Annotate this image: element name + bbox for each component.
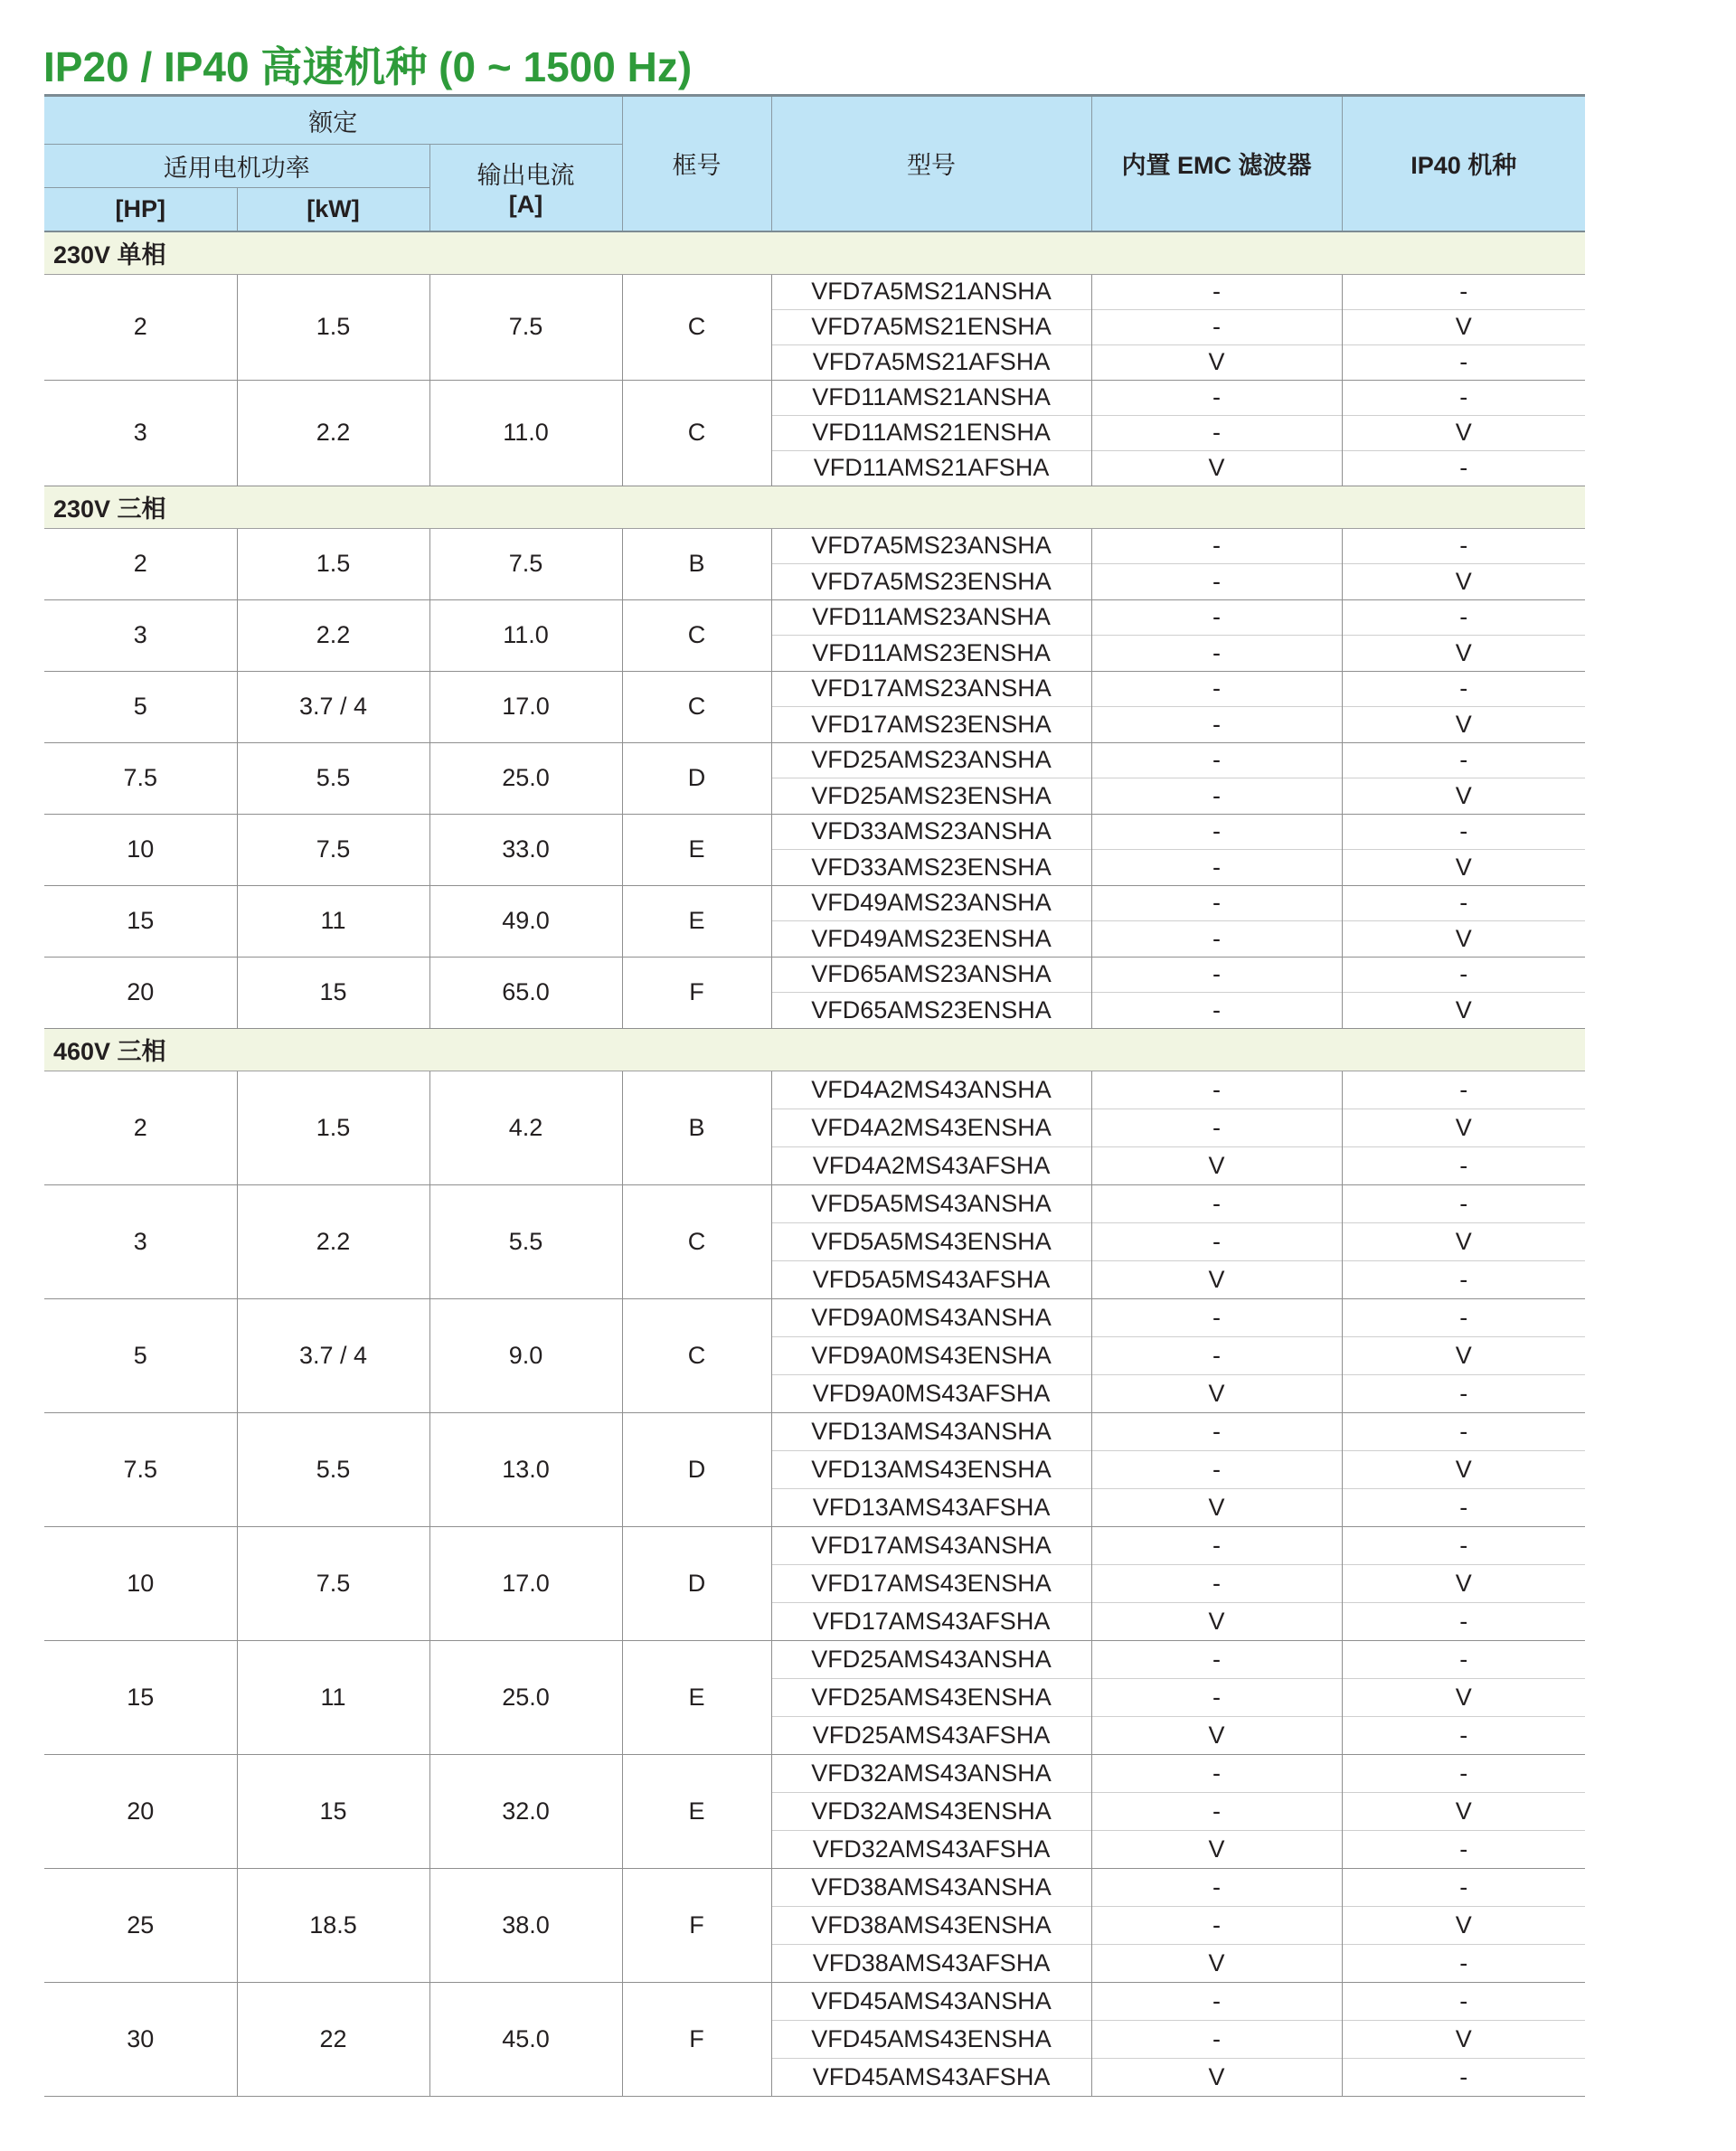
header-output-current [429,145,622,231]
kw-cell: 11 [237,885,429,957]
header-rated: 额定 [44,96,622,145]
table-row [44,1640,1585,1678]
emc-cell: - [1091,1906,1342,1944]
model-cell: VFD13AMS43AFSHA [771,1488,1091,1526]
ip40-cell: - [1342,1830,1585,1868]
emc-cell: - [1091,636,1342,672]
hp-cell: 20 [44,957,237,1028]
section-row [44,1028,1585,1071]
ip40-cell: - [1342,814,1585,850]
hp-cell: 7.5 [44,1412,237,1526]
hp-cell: 5 [44,671,237,742]
model-cell: VFD11AMS21ENSHA [771,415,1091,450]
emc-cell: - [1091,1564,1342,1602]
hp-cell: 5 [44,1298,237,1412]
model-cell: VFD17AMS43ENSHA [771,1564,1091,1602]
emc-cell: - [1091,671,1342,707]
current-cell: 17.0 [429,1526,622,1640]
ip40-cell: - [1342,671,1585,707]
ip40-cell: - [1342,599,1585,636]
emc-cell: - [1091,742,1342,778]
model-cell: VFD33AMS23ENSHA [771,850,1091,886]
kw-cell: 1.5 [237,1071,429,1184]
section-label: 230V 单相 [44,231,1585,275]
header-emc: 内置 EMC 滤波器 [1091,96,1342,231]
model-cell: VFD17AMS23ENSHA [771,707,1091,743]
current-cell: 5.5 [429,1184,622,1298]
model-cell: VFD7A5MS21AFSHA [771,344,1091,380]
table-row [44,1526,1585,1564]
ip40-cell: V [1342,1906,1585,1944]
emc-cell: V [1091,1944,1342,1982]
table-body [44,231,1585,2097]
ip40-cell: - [1342,1298,1585,1336]
frame-cell: E [622,1754,771,1868]
ip40-cell: V [1342,921,1585,958]
model-cell: VFD25AMS43ANSHA [771,1640,1091,1678]
table-row [44,957,1585,993]
emc-cell: V [1091,1488,1342,1526]
model-cell: VFD25AMS43ENSHA [771,1678,1091,1716]
emc-cell: - [1091,707,1342,743]
model-cell: VFD45AMS43ANSHA [771,1982,1091,2020]
emc-cell: - [1091,1109,1342,1146]
frame-cell: D [622,1412,771,1526]
emc-cell: - [1091,1526,1342,1564]
ip40-cell: - [1342,742,1585,778]
frame-cell: B [622,1071,771,1184]
emc-cell: - [1091,599,1342,636]
current-cell: 25.0 [429,1640,622,1754]
model-cell: VFD5A5MS43ANSHA [771,1184,1091,1222]
frame-cell: D [622,742,771,814]
kw-cell: 7.5 [237,814,429,885]
frame-cell: F [622,957,771,1028]
emc-cell: - [1091,274,1342,309]
emc-cell: - [1091,993,1342,1029]
emc-cell: - [1091,1678,1342,1716]
ip40-cell: - [1342,1602,1585,1640]
current-cell: 7.5 [429,528,622,599]
ip40-cell: V [1342,2020,1585,2058]
ip40-cell: V [1342,1109,1585,1146]
current-cell: 33.0 [429,814,622,885]
emc-cell: - [1091,1184,1342,1222]
ip40-cell: - [1342,1146,1585,1184]
model-cell: VFD32AMS43ANSHA [771,1754,1091,1792]
table-row [44,274,1585,309]
emc-cell: - [1091,1754,1342,1792]
frame-cell: C [622,599,771,671]
table-row [44,671,1585,707]
model-cell: VFD38AMS43ANSHA [771,1868,1091,1906]
current-cell: 45.0 [429,1982,622,2096]
current-cell: 9.0 [429,1298,622,1412]
ip40-cell: - [1342,2058,1585,2096]
model-cell: VFD17AMS43ANSHA [771,1526,1091,1564]
header-frame: 框号 [622,96,771,231]
kw-cell: 15 [237,957,429,1028]
model-cell: VFD49AMS23ENSHA [771,921,1091,958]
emc-cell: - [1091,1336,1342,1374]
spec-table [44,94,1585,2097]
frame-cell: C [622,380,771,486]
hp-cell: 10 [44,814,237,885]
model-cell: VFD45AMS43ENSHA [771,2020,1091,2058]
table-row [44,1868,1585,1906]
kw-cell: 15 [237,1754,429,1868]
ip40-cell: V [1342,564,1585,600]
model-cell: VFD11AMS21ANSHA [771,380,1091,415]
model-cell: VFD25AMS23ENSHA [771,778,1091,815]
ip40-cell: - [1342,344,1585,380]
frame-cell: E [622,814,771,885]
model-cell: VFD7A5MS23ANSHA [771,528,1091,564]
hp-cell: 30 [44,1982,237,2096]
table-row [44,1071,1585,1109]
ip40-cell: - [1342,1526,1585,1564]
model-cell: VFD5A5MS43AFSHA [771,1260,1091,1298]
model-cell: VFD13AMS43ENSHA [771,1450,1091,1488]
ip40-cell: - [1342,1640,1585,1678]
emc-cell: V [1091,1260,1342,1298]
ip40-cell: - [1342,1071,1585,1109]
kw-cell: 1.5 [237,528,429,599]
model-cell: VFD38AMS43ENSHA [771,1906,1091,1944]
emc-cell: - [1091,1792,1342,1830]
section-label: 230V 三相 [44,486,1585,528]
table-row [44,1754,1585,1792]
ip40-cell: V [1342,778,1585,815]
ip40-cell: - [1342,274,1585,309]
ip40-cell: - [1342,1488,1585,1526]
table-row [44,599,1585,636]
frame-cell: C [622,274,771,380]
ip40-cell: - [1342,380,1585,415]
ip40-cell: - [1342,1868,1585,1906]
model-cell: VFD38AMS43AFSHA [771,1944,1091,1982]
ip40-cell: - [1342,1944,1585,1982]
emc-cell: V [1091,1602,1342,1640]
ip40-cell: - [1342,450,1585,486]
ip40-cell: V [1342,309,1585,344]
ip40-cell: V [1342,1450,1585,1488]
model-cell: VFD45AMS43AFSHA [771,2058,1091,2096]
model-cell: VFD9A0MS43ANSHA [771,1298,1091,1336]
table-header [44,96,1585,231]
model-cell: VFD65AMS23ANSHA [771,957,1091,993]
current-cell: 65.0 [429,957,622,1028]
table-row [44,814,1585,850]
model-cell: VFD11AMS23ENSHA [771,636,1091,672]
ip40-cell: V [1342,415,1585,450]
model-cell: VFD49AMS23ANSHA [771,885,1091,921]
hp-cell: 3 [44,599,237,671]
table-row [44,1982,1585,2020]
emc-cell: - [1091,1640,1342,1678]
table-row [44,1412,1585,1450]
ip40-cell: - [1342,1754,1585,1792]
page-title: IP20 / IP40 高速机种 (0 ~ 1500 Hz) [43,43,693,90]
emc-cell: - [1091,380,1342,415]
emc-cell: - [1091,850,1342,886]
current-cell: 38.0 [429,1868,622,1982]
hp-cell: 2 [44,274,237,380]
ip40-cell: V [1342,993,1585,1029]
model-cell: VFD32AMS43AFSHA [771,1830,1091,1868]
kw-cell: 1.5 [237,274,429,380]
ip40-cell: - [1342,1716,1585,1754]
frame-cell: C [622,1298,771,1412]
hp-cell: 15 [44,885,237,957]
emc-cell: V [1091,344,1342,380]
ip40-cell: V [1342,1792,1585,1830]
model-cell: VFD25AMS23ANSHA [771,742,1091,778]
frame-cell: E [622,885,771,957]
ip40-cell: - [1342,885,1585,921]
section-row [44,231,1585,275]
current-cell: 11.0 [429,380,622,486]
header-ip40: IP40 机种 [1342,96,1585,231]
model-cell: VFD7A5MS23ENSHA [771,564,1091,600]
kw-cell: 5.5 [237,742,429,814]
frame-cell: F [622,1868,771,1982]
ip40-cell: V [1342,707,1585,743]
emc-cell: V [1091,2058,1342,2096]
model-cell: VFD32AMS43ENSHA [771,1792,1091,1830]
kw-cell: 5.5 [237,1412,429,1526]
current-cell: 7.5 [429,274,622,380]
frame-cell: C [622,1184,771,1298]
section-label: 460V 三相 [44,1028,1585,1071]
emc-cell: - [1091,1450,1342,1488]
model-cell: VFD13AMS43ANSHA [771,1412,1091,1450]
model-cell: VFD5A5MS43ENSHA [771,1222,1091,1260]
emc-cell: V [1091,1374,1342,1412]
header-model: 型号 [771,96,1091,231]
table-row [44,528,1585,564]
emc-cell: - [1091,885,1342,921]
emc-cell: - [1091,1298,1342,1336]
emc-cell: - [1091,957,1342,993]
header-motor-power: 适用电机功率 [44,145,429,188]
ip40-cell: - [1342,1374,1585,1412]
kw-cell: 2.2 [237,1184,429,1298]
ip40-cell: V [1342,636,1585,672]
emc-cell: - [1091,921,1342,958]
ip40-cell: V [1342,1222,1585,1260]
frame-cell: B [622,528,771,599]
emc-cell: V [1091,1830,1342,1868]
hp-cell: 2 [44,528,237,599]
ip40-cell: V [1342,1678,1585,1716]
model-cell: VFD17AMS43AFSHA [771,1602,1091,1640]
table-row [44,1184,1585,1222]
header-kw: [kW] [237,188,429,231]
frame-cell: D [622,1526,771,1640]
emc-cell: - [1091,814,1342,850]
hp-cell: 2 [44,1071,237,1184]
current-cell: 25.0 [429,742,622,814]
table-row [44,885,1585,921]
hp-cell: 3 [44,380,237,486]
model-cell: VFD7A5MS21ANSHA [771,274,1091,309]
emc-cell: - [1091,528,1342,564]
ip40-cell: V [1342,1564,1585,1602]
emc-cell: - [1091,1071,1342,1109]
kw-cell: 3.7 / 4 [237,671,429,742]
section-row [44,486,1585,528]
header-amp-unit: [A] [508,191,543,219]
frame-cell: C [622,671,771,742]
kw-cell: 7.5 [237,1526,429,1640]
kw-cell: 2.2 [237,380,429,486]
model-cell: VFD11AMS23ANSHA [771,599,1091,636]
kw-cell: 3.7 / 4 [237,1298,429,1412]
ip40-cell: - [1342,1412,1585,1450]
header-output-current-label: 输出电流 [476,162,575,190]
hp-cell: 7.5 [44,742,237,814]
kw-cell: 18.5 [237,1868,429,1982]
ip40-cell: - [1342,528,1585,564]
model-cell: VFD4A2MS43AFSHA [771,1146,1091,1184]
frame-cell: E [622,1640,771,1754]
emc-cell: - [1091,778,1342,815]
emc-cell: - [1091,564,1342,600]
current-cell: 17.0 [429,671,622,742]
ip40-cell: V [1342,1336,1585,1374]
emc-cell: - [1091,309,1342,344]
emc-cell: V [1091,1716,1342,1754]
frame-cell: F [622,1982,771,2096]
current-cell: 32.0 [429,1754,622,1868]
hp-cell: 20 [44,1754,237,1868]
hp-cell: 25 [44,1868,237,1982]
ip40-cell: V [1342,850,1585,886]
ip40-cell: - [1342,1982,1585,2020]
emc-cell: - [1091,415,1342,450]
hp-cell: 3 [44,1184,237,1298]
ip40-cell: - [1342,957,1585,993]
kw-cell: 11 [237,1640,429,1754]
current-cell: 49.0 [429,885,622,957]
model-cell: VFD4A2MS43ANSHA [771,1071,1091,1109]
model-cell: VFD7A5MS21ENSHA [771,309,1091,344]
model-cell: VFD33AMS23ANSHA [771,814,1091,850]
hp-cell: 10 [44,1526,237,1640]
current-cell: 4.2 [429,1071,622,1184]
hp-cell: 15 [44,1640,237,1754]
header-hp: [HP] [44,188,237,231]
current-cell: 13.0 [429,1412,622,1526]
emc-cell: - [1091,1982,1342,2020]
model-cell: VFD25AMS43AFSHA [771,1716,1091,1754]
emc-cell: V [1091,1146,1342,1184]
emc-cell: - [1091,1868,1342,1906]
model-cell: VFD65AMS23ENSHA [771,993,1091,1029]
kw-cell: 22 [237,1982,429,2096]
table-row [44,380,1585,415]
kw-cell: 2.2 [237,599,429,671]
emc-cell: - [1091,1412,1342,1450]
ip40-cell: - [1342,1184,1585,1222]
table-row [44,742,1585,778]
model-cell: VFD17AMS23ANSHA [771,671,1091,707]
model-cell: VFD9A0MS43AFSHA [771,1374,1091,1412]
emc-cell: V [1091,450,1342,486]
current-cell: 11.0 [429,599,622,671]
emc-cell: - [1091,2020,1342,2058]
ip40-cell: - [1342,1260,1585,1298]
model-cell: VFD9A0MS43ENSHA [771,1336,1091,1374]
model-cell: VFD4A2MS43ENSHA [771,1109,1091,1146]
model-cell: VFD11AMS21AFSHA [771,450,1091,486]
emc-cell: - [1091,1222,1342,1260]
table-row [44,1298,1585,1336]
